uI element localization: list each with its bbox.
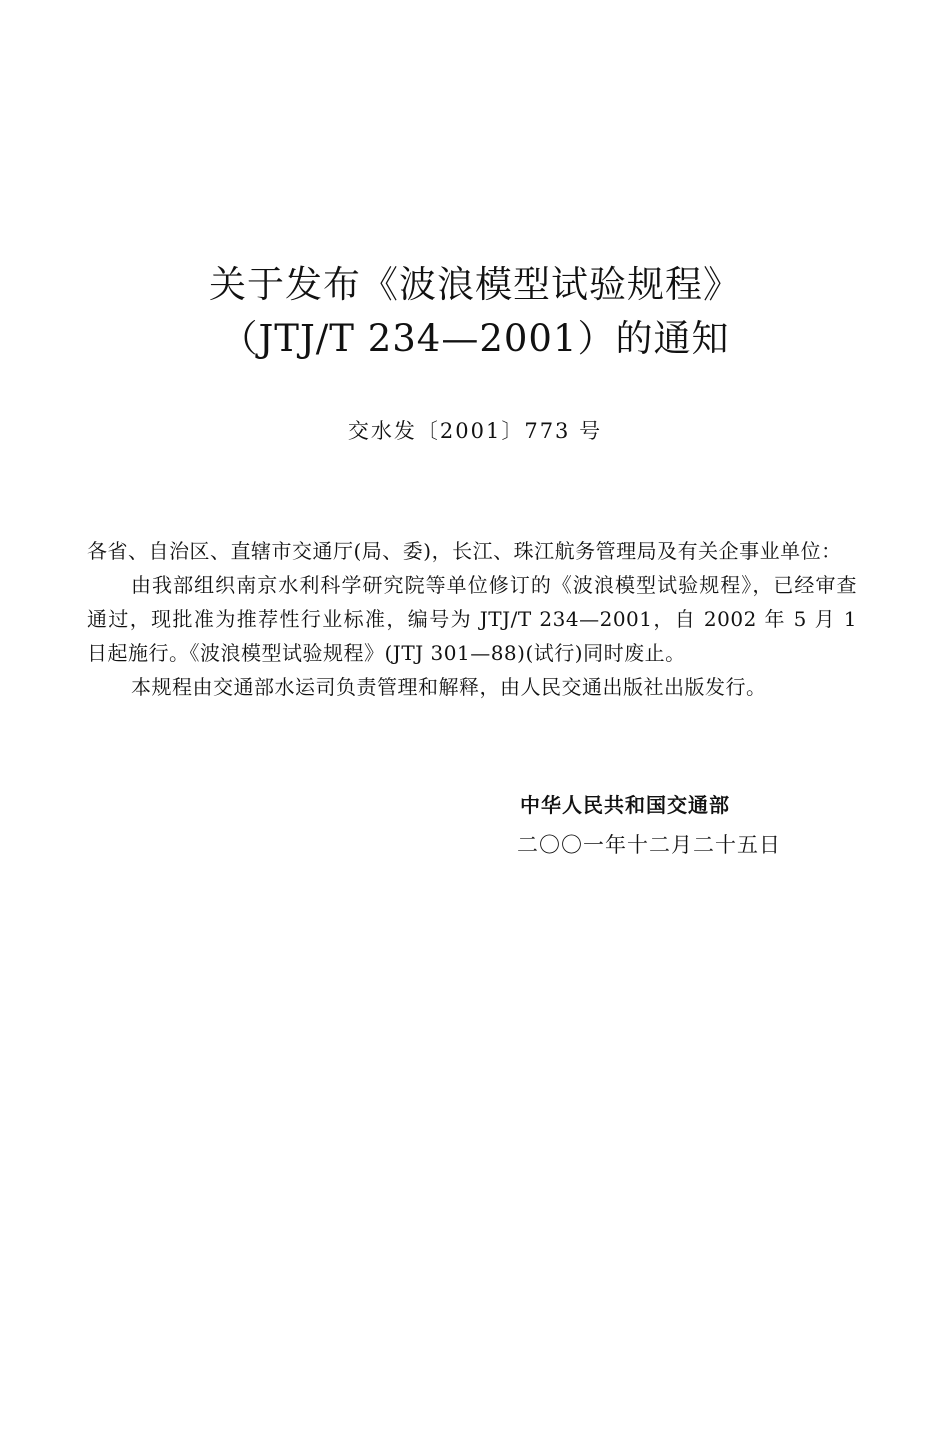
document-body [87, 534, 857, 704]
addressee: 各省、自治区、直辖市交通厅(局、委)，长江、珠江航务管理局及有关企事业单位： [87, 539, 842, 563]
document-title-line-1: 关于发布《波浪模型试验规程》 [209, 263, 741, 306]
document-title-line-2: （JTJ/T 234—2001）的通知 [220, 317, 730, 360]
document-number: 交水发〔2001〕773 号 [347, 419, 603, 443]
body-paragraph-2: 本规程由交通部水运司负责管理和解释，由人民交通出版社出版发行。 [131, 675, 767, 699]
issue-date: 二〇〇一年十二月二十五日 [517, 833, 781, 857]
body-paragraph-1: 由我部组织南京水利科学研究院等单位修订的《波浪模型试验规程》，已经审查通过，现批准为推荐性行业标准，编号为 JTJ/T 234—2001，自 2002 年 5 月 1 日起施行。《波浪模型试验规程》(JTJ 301—88)(试行)同时废止。 [87, 573, 857, 665]
issuing-authority: 中华人民共和国交通部 [520, 793, 730, 817]
